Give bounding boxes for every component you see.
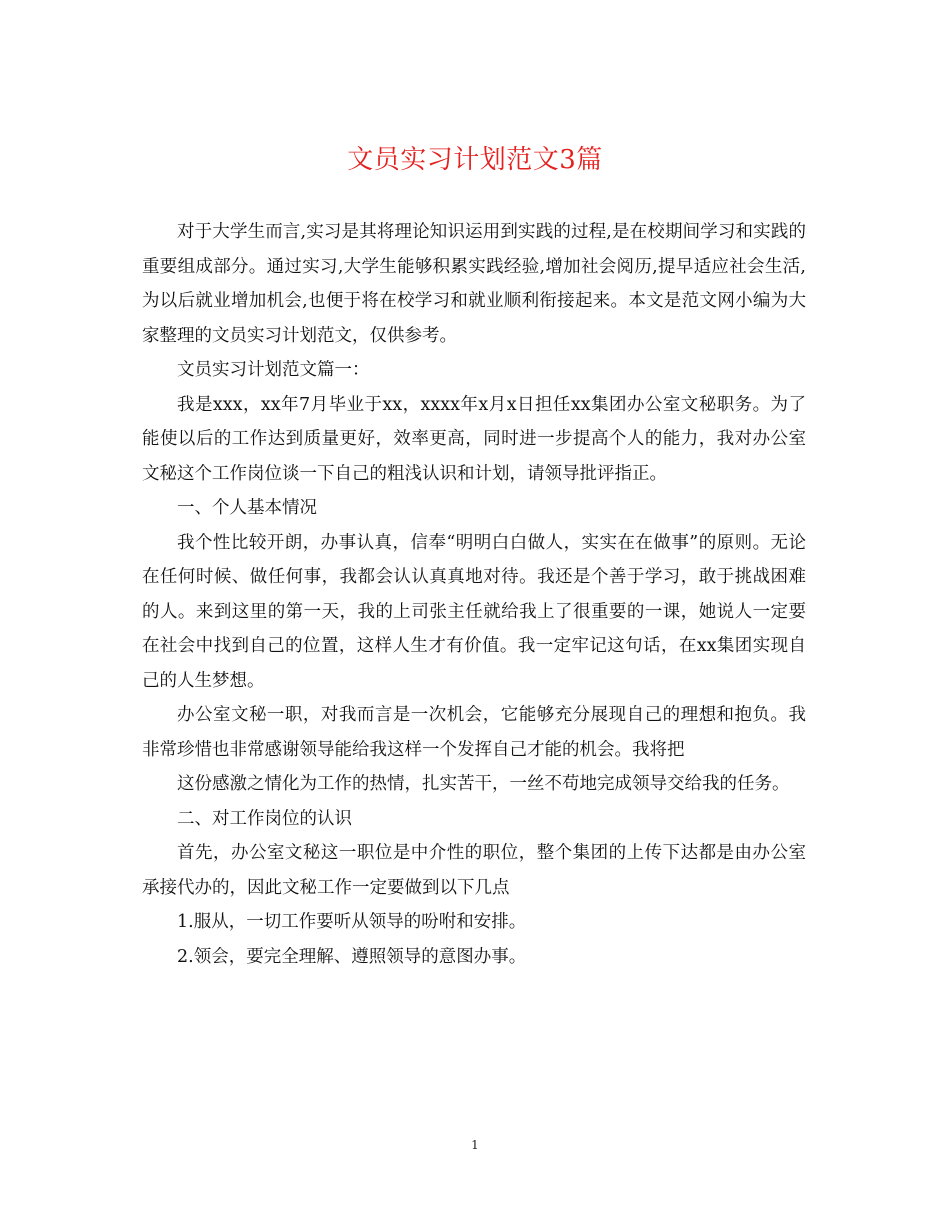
list-item-understand: 2.领会，要完全理解、遵照领导的意图办事。: [177, 946, 527, 967]
opportunity-paragraph: 办公室文秘一职，对我而言是一次机会，它能够充分展现自己的理想和抱负。我非常珍惜也非常感谢领导能给我这样一个发挥自己才能的机会。我将把: [142, 705, 806, 760]
intro-paragraph: 对于大学生而言,实习是其将理论知识运用到实践的过程,是在校期间学习和实践的重要组成部分。通过实习,大学生能够积累实践经验,增加社会阅历,提早适应社会生活,为以后就业增加机会,也便于将在校学习和就业顺利衔接起来。本文是范文网小编为大家整理的文员实习计划范文，仅供参考。: [142, 222, 806, 346]
section-heading-job-understanding: 二、对工作岗位的认识: [177, 808, 352, 829]
job-understanding-paragraph: 首先，办公室文秘这一职位是中介性的职位，整个集团的上传下达都是由办公室承接代办的，因此文秘工作一定要做到以下几点: [142, 843, 806, 898]
page-number: 1: [471, 1138, 479, 1152]
document-body: [142, 215, 806, 974]
section-heading-sample-one: 文员实习计划范文篇一：: [177, 360, 370, 380]
document-title: 文员实习计划范文3篇: [347, 145, 603, 175]
personality-paragraph: 我个性比较开朗，办事认真，信奉“明明白白做人，实实在在做事”的原则。无论在任何时候、做任何事，我都会认认真真地对待。我还是个善于学习，敢于挑战困难的人。来到这里的第一天，我的上司张主任就给我上了很重要的一课，她说人一定要在社会中找到自己的位置，这样人生才有价值。我一定牢记这句话，在xx集团实现自己的人生梦想。: [142, 532, 806, 691]
section-heading-personal-info: 一、个人基本情况: [177, 498, 317, 518]
list-item-obey: 1.服从，一切工作要听从领导的吩咐和安排。: [177, 912, 527, 932]
gratitude-paragraph: 这份感激之情化为工作的热情，扎实苦干，一丝不苟地完成领导交给我的任务。: [177, 774, 790, 794]
self-introduction-paragraph: 我是xxx，xx年7月毕业于xx，xxxx年x月x日担任xx集团办公室文秘职务。为了能使以后的工作达到质量更好，效率更高，同时进一步提高个人的能力，我对办公室文秘这个工作岗位谈一下自己的粗浅认识和计划，请领导批评指正。: [142, 394, 806, 484]
